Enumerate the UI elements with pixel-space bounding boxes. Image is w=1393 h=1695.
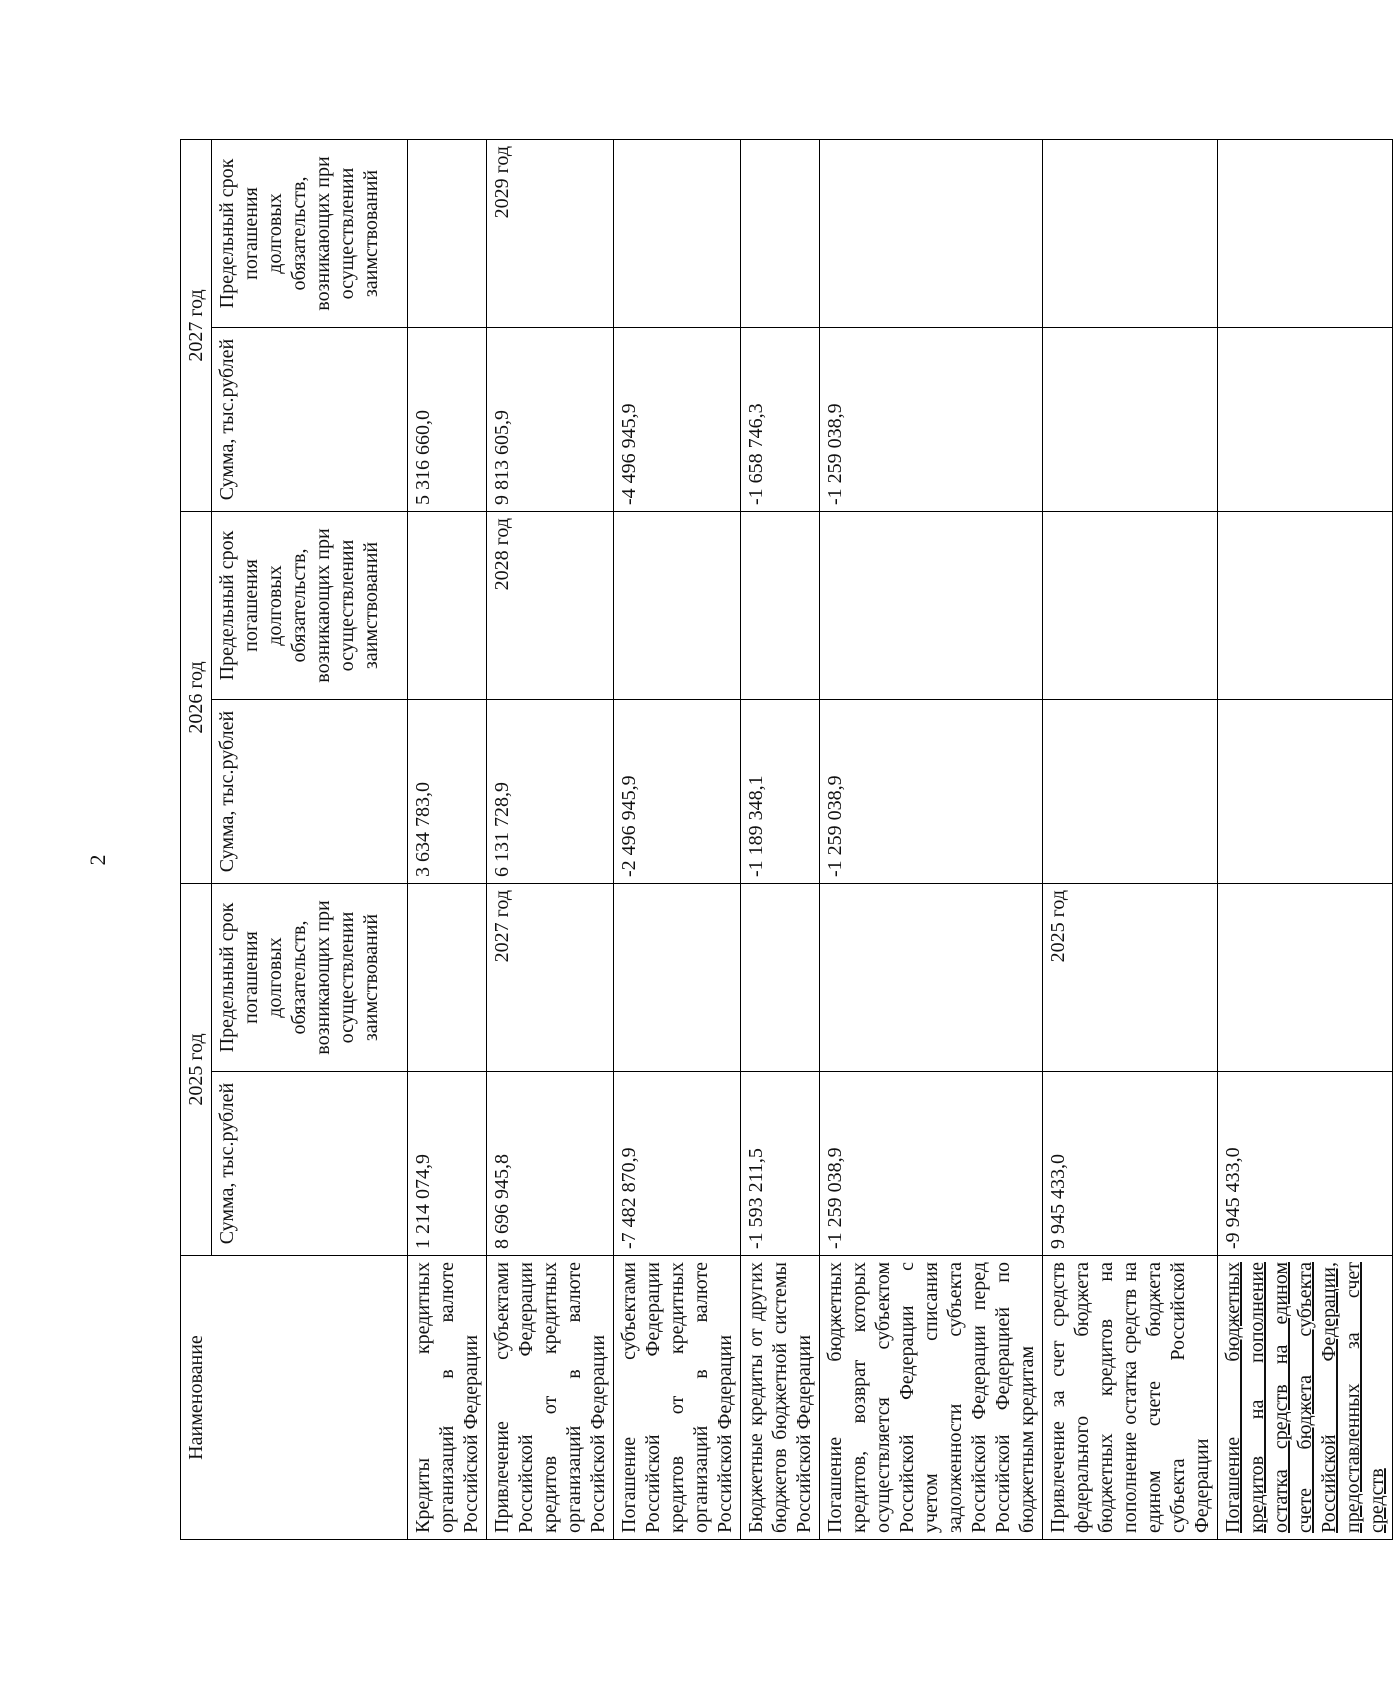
amount-2026: 6 131 728,9	[487, 700, 614, 884]
term-2027	[614, 140, 741, 328]
table-row	[1218, 140, 1393, 1540]
term-2026	[820, 512, 1043, 700]
term-2025	[820, 884, 1043, 1072]
page-number: 2	[85, 854, 110, 866]
header-year-2026: 2026 год	[181, 512, 212, 884]
row-name: Кредиты кредитных организаций в валюте Российской Федерации	[408, 1256, 487, 1540]
header-amount-2027: Сумма, тыс.рублей	[212, 328, 408, 512]
table-row	[820, 140, 1043, 1540]
amount-2025: -1 593 211,5	[741, 1072, 820, 1256]
row-name: Бюджетные кредиты от других бюджетов бюджетной системы Российской Федерации	[741, 1256, 820, 1540]
amount-2026	[1218, 700, 1393, 884]
term-2027: 2029 год	[487, 140, 614, 328]
amount-2025: -9 945 433,0	[1218, 1072, 1393, 1256]
table-row	[1043, 140, 1218, 1540]
header-term-2026: Предельный срок погашения долговых обязательств, возникающих при осуществлении заимствований	[212, 512, 408, 700]
amount-2025: 9 945 433,0	[1043, 1072, 1218, 1256]
term-2027	[408, 140, 487, 328]
header-term-2025: Предельный срок погашения долговых обязательств, возникающих при осуществлении заимствований	[212, 884, 408, 1072]
table-body	[408, 140, 1393, 1540]
amount-2026: -1 189 348,1	[741, 700, 820, 884]
table-row	[741, 140, 820, 1540]
header-name: Наименование	[181, 1256, 408, 1540]
amount-2027: -1 658 746,3	[741, 328, 820, 512]
term-2027	[1043, 140, 1218, 328]
row-name: Погашение бюджетных кредитов, возврат которых осуществляется субъектом Российской Федерации с учетом списания задолженности субъекта Российской Федерации перед Российской Федерацией по бюджетным кредитам	[820, 1256, 1043, 1540]
amount-2027: -4 496 945,9	[614, 328, 741, 512]
term-2025: 2025 год	[1043, 884, 1218, 1072]
amount-2027: 9 813 605,9	[487, 328, 614, 512]
amount-2026: -2 496 945,9	[614, 700, 741, 884]
amount-2025: -7 482 870,9	[614, 1072, 741, 1256]
amount-2027	[1043, 328, 1218, 512]
header-amount-2025: Сумма, тыс.рублей	[212, 1072, 408, 1256]
amount-2025: 8 696 945,8	[487, 1072, 614, 1256]
term-2027	[1218, 140, 1393, 328]
header-year-2027: 2027 год	[181, 140, 212, 512]
term-2026: 2028 год	[487, 512, 614, 700]
row-name: Привлечение субъектами Российской Федерации кредитов от кредитных организаций в валюте Российской Федерации	[487, 1256, 614, 1540]
term-2025	[408, 884, 487, 1072]
term-2025	[741, 884, 820, 1072]
term-2026	[614, 512, 741, 700]
amount-2025: 1 214 074,9	[408, 1072, 487, 1256]
row-name: Погашение субъектами Российской Федерации кредитов от кредитных организаций в валюте Российской Федерации	[614, 1256, 741, 1540]
table-row	[614, 140, 741, 1540]
term-2026	[1043, 512, 1218, 700]
row-name: Привлечение за счет средств федерального бюджета бюджетных кредитов на пополнение остатка средств на едином счете бюджета субъекта Российской Федерации	[1043, 1256, 1218, 1540]
term-2027	[741, 140, 820, 328]
amount-2027: 5 316 660,0	[408, 328, 487, 512]
term-2026	[741, 512, 820, 700]
amount-2026: 3 634 783,0	[408, 700, 487, 884]
header-term-2027: Предельный срок погашения долговых обязательств, возникающих при осуществлении заимствований	[212, 140, 408, 328]
row-name: Погашение бюджетных кредитов на пополнение остатка средств на едином счете бюджета субъекта Российской Федерации, предоставленных за счет средств	[1218, 1256, 1393, 1540]
header-year-2025: 2025 год	[181, 884, 212, 1256]
amount-2026	[1043, 700, 1218, 884]
term-2025	[614, 884, 741, 1072]
term-2025: 2027 год	[487, 884, 614, 1072]
amount-2025: -1 259 038,9	[820, 1072, 1043, 1256]
header-row-years	[181, 140, 212, 1540]
amount-2026: -1 259 038,9	[820, 700, 1043, 884]
term-2026	[408, 512, 487, 700]
term-2025	[1218, 884, 1393, 1072]
borrowings-table	[180, 139, 1393, 1540]
rotated-table-wrapper	[180, 140, 1388, 1540]
amount-2027	[1218, 328, 1393, 512]
amount-2027: -1 259 038,9	[820, 328, 1043, 512]
table-row	[487, 140, 614, 1540]
term-2026	[1218, 512, 1393, 700]
header-amount-2026: Сумма, тыс.рублей	[212, 700, 408, 884]
term-2027	[820, 140, 1043, 328]
table-row	[408, 140, 487, 1540]
